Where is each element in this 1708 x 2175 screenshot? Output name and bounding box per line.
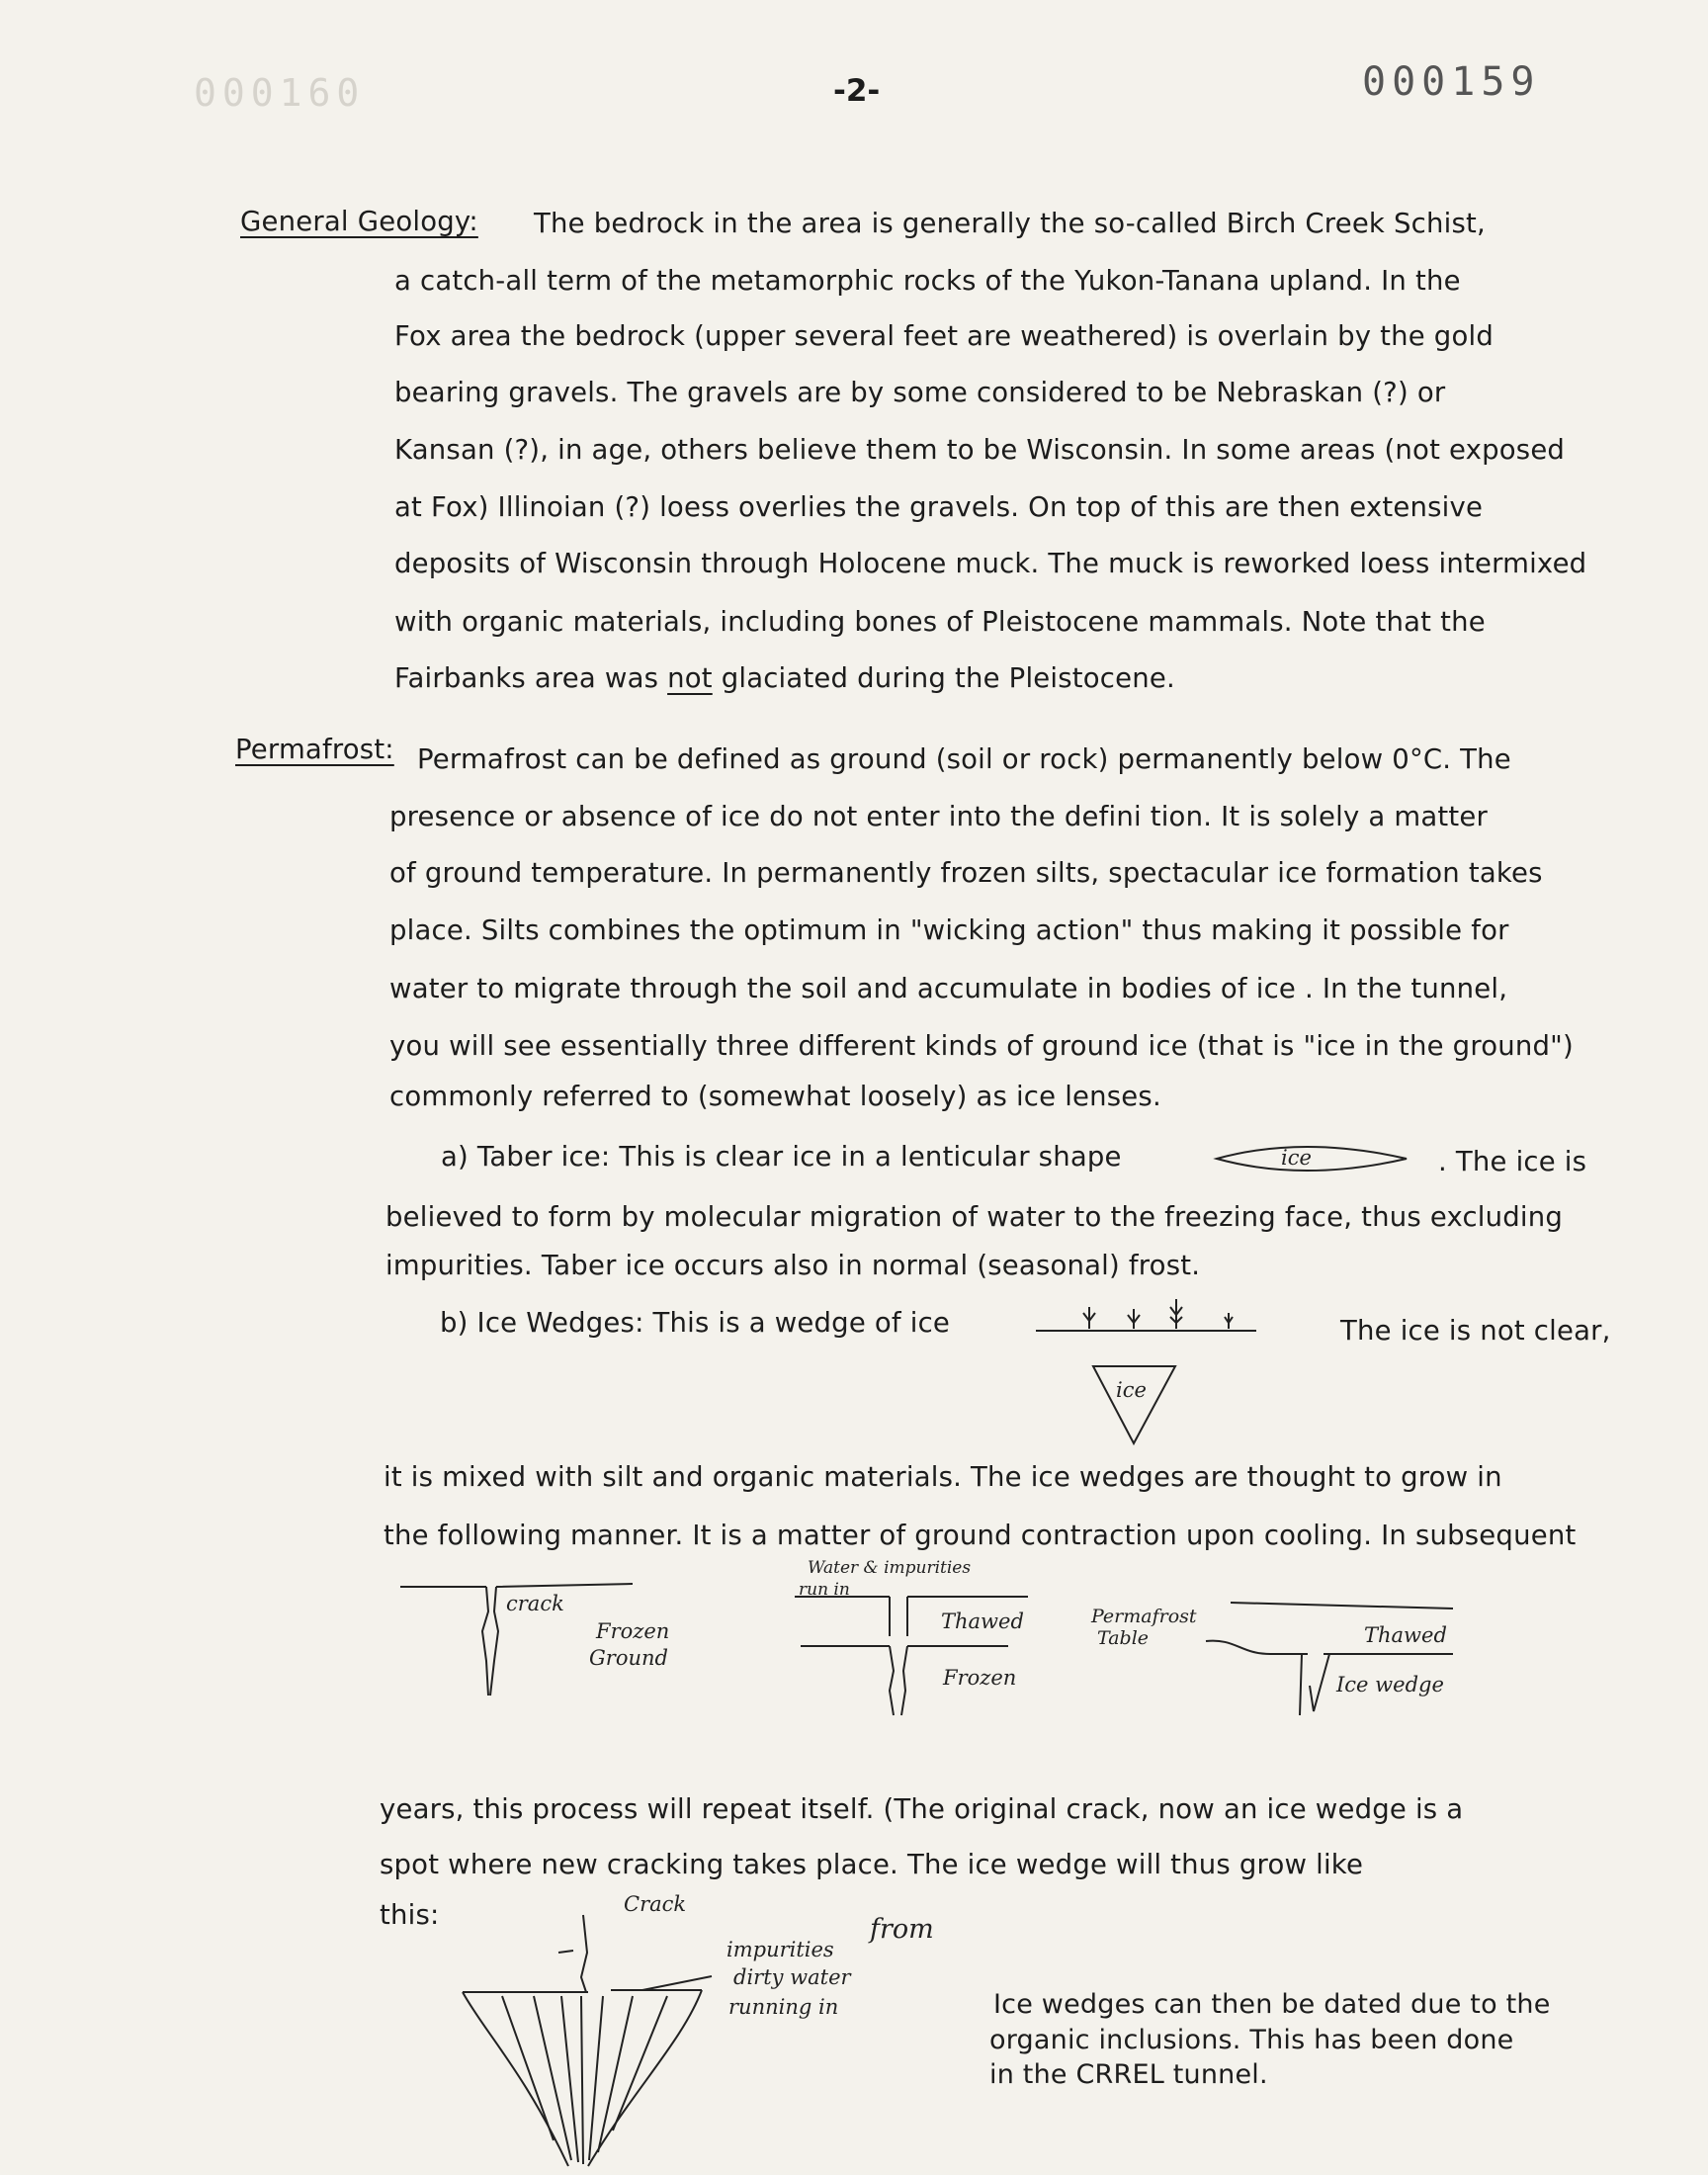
impurities-label: running in <box>728 1995 839 2019</box>
lens-label: ice <box>1281 1146 1312 1170</box>
dating-line: in the CRREL tunnel. <box>989 2059 1268 2090</box>
permafrost-line: commonly referred to (somewhat loosely) as ice lenses. <box>389 1081 1161 1112</box>
geology-last-line <box>394 662 1175 694</box>
thawed-label: Thawed <box>941 1610 1024 1633</box>
wedge-growth-sketch <box>455 1893 899 2175</box>
permafrost-table-label: Table <box>1097 1627 1150 1649</box>
frozen-label: Frozen <box>943 1666 1017 1690</box>
frozen-ground-label: Frozen <box>596 1619 670 1643</box>
impurities-label: from <box>870 1914 934 1945</box>
geology-line: a catch-all term of the metamorphic rocks of the Yukon-Tanana upland. In the <box>394 265 1461 297</box>
dating-line: Ice wedges can then be dated due to the <box>993 1989 1551 2020</box>
permafrost-line: place. Silts combines the optimum in "wicking action" thus making it possible for <box>389 914 1509 946</box>
permafrost-line: water to migrate through the soil and accumulate in bodies of ice . In the tunnel, <box>389 973 1508 1004</box>
permafrost-line: Permafrost can be defined as ground (soil or rock) permanently below 0°C. The <box>417 743 1511 775</box>
dating-line: organic inclusions. This has been done <box>989 2025 1514 2055</box>
wedge-line-end: The ice is not clear, <box>1340 1315 1611 1347</box>
document-number: 000159 <box>1362 59 1541 105</box>
wedge-triangle-label: ice <box>1116 1378 1147 1402</box>
bleed-through-number: 000160 <box>194 71 366 115</box>
growth-line: spot where new cracking takes place. The ice wedge will thus grow like <box>380 1849 1364 1880</box>
emphasis-not: not <box>667 662 713 694</box>
page-number: -2- <box>833 73 881 109</box>
permafrost-line: of ground temperature. In permanently frozen silts, spectacular ice formation takes <box>389 857 1543 889</box>
geology-line: with organic materials, including bones of Pleistocene mammals. Note that the <box>394 606 1486 638</box>
wedge-line: the following manner. It is a matter of ground contraction upon cooling. In subsequent <box>384 1520 1577 1551</box>
wedge-line: it is mixed with silt and organic materials. The ice wedges are thought to grow in <box>384 1461 1502 1493</box>
geology-line: bearing gravels. The gravels are by some considered to be Nebraskan (?) or <box>394 377 1446 408</box>
permafrost-table-label: Permafrost <box>1091 1606 1197 1627</box>
crack-label: Crack <box>624 1892 687 1916</box>
crack-label: crack <box>506 1592 564 1615</box>
geology-line: Fox area the bedrock (upper several feet are weathered) is overlain by the gold <box>394 320 1494 352</box>
ice-wedge-triangle <box>1090 1360 1179 1449</box>
frozen-ground-label: Ground <box>589 1646 668 1670</box>
ground-surface-sketch <box>1033 1293 1260 1341</box>
geology-line: The bedrock in the area is generally the so-called Birch Creek Schist, <box>534 208 1486 239</box>
taber-line: a) Taber ice: This is clear ice in a lenticular shape <box>441 1141 1122 1173</box>
impurities-label: impurities <box>726 1938 834 1961</box>
geology-line: at Fox) Illinoian (?) loess overlies the gravels. On top of this are then extensive <box>394 491 1484 523</box>
geology-heading: General Geology: <box>240 206 478 237</box>
ice-wedge-label: Ice wedge <box>1336 1673 1444 1696</box>
growth-line: years, this process will repeat itself. (The original crack, now an ice wedge is a <box>380 1793 1464 1825</box>
wedge-line: b) Ice Wedges: This is a wedge of ice <box>440 1307 951 1339</box>
lens-sketch <box>1214 1139 1411 1178</box>
ice-wedge-sketch <box>1201 1587 1468 1725</box>
impurities-label: dirty water <box>733 1965 851 1989</box>
taber-line: impurities. Taber ice occurs also in normal (seasonal) frost. <box>385 1250 1201 1281</box>
geology-last-after: glaciated during the Pleistocene. <box>712 662 1175 694</box>
geology-line: deposits of Wisconsin through Holocene muck. The muck is reworked loess intermixed <box>394 548 1587 579</box>
taber-line-end: . The ice is <box>1438 1146 1587 1177</box>
geology-last-before: Fairbanks area was <box>394 662 668 694</box>
water-impurities-label: Water & impurities <box>808 1558 972 1578</box>
taber-line: believed to form by molecular migration of water to the freezing face, thus excluding <box>385 1201 1564 1233</box>
water-impurities-label: run in <box>799 1580 850 1600</box>
growth-line: this: <box>380 1899 440 1931</box>
thawed-label: Thawed <box>1364 1623 1447 1647</box>
geology-line: Kansan (?), in age, others believe them to be Wisconsin. In some areas (not exposed <box>394 434 1566 466</box>
permafrost-line: presence or absence of ice do not enter into the defini tion. It is solely a matter <box>389 801 1489 832</box>
permafrost-heading: Permafrost: <box>235 734 394 765</box>
permafrost-line: you will see essentially three different kinds of ground ice (that is "ice in the ground") <box>389 1030 1574 1062</box>
